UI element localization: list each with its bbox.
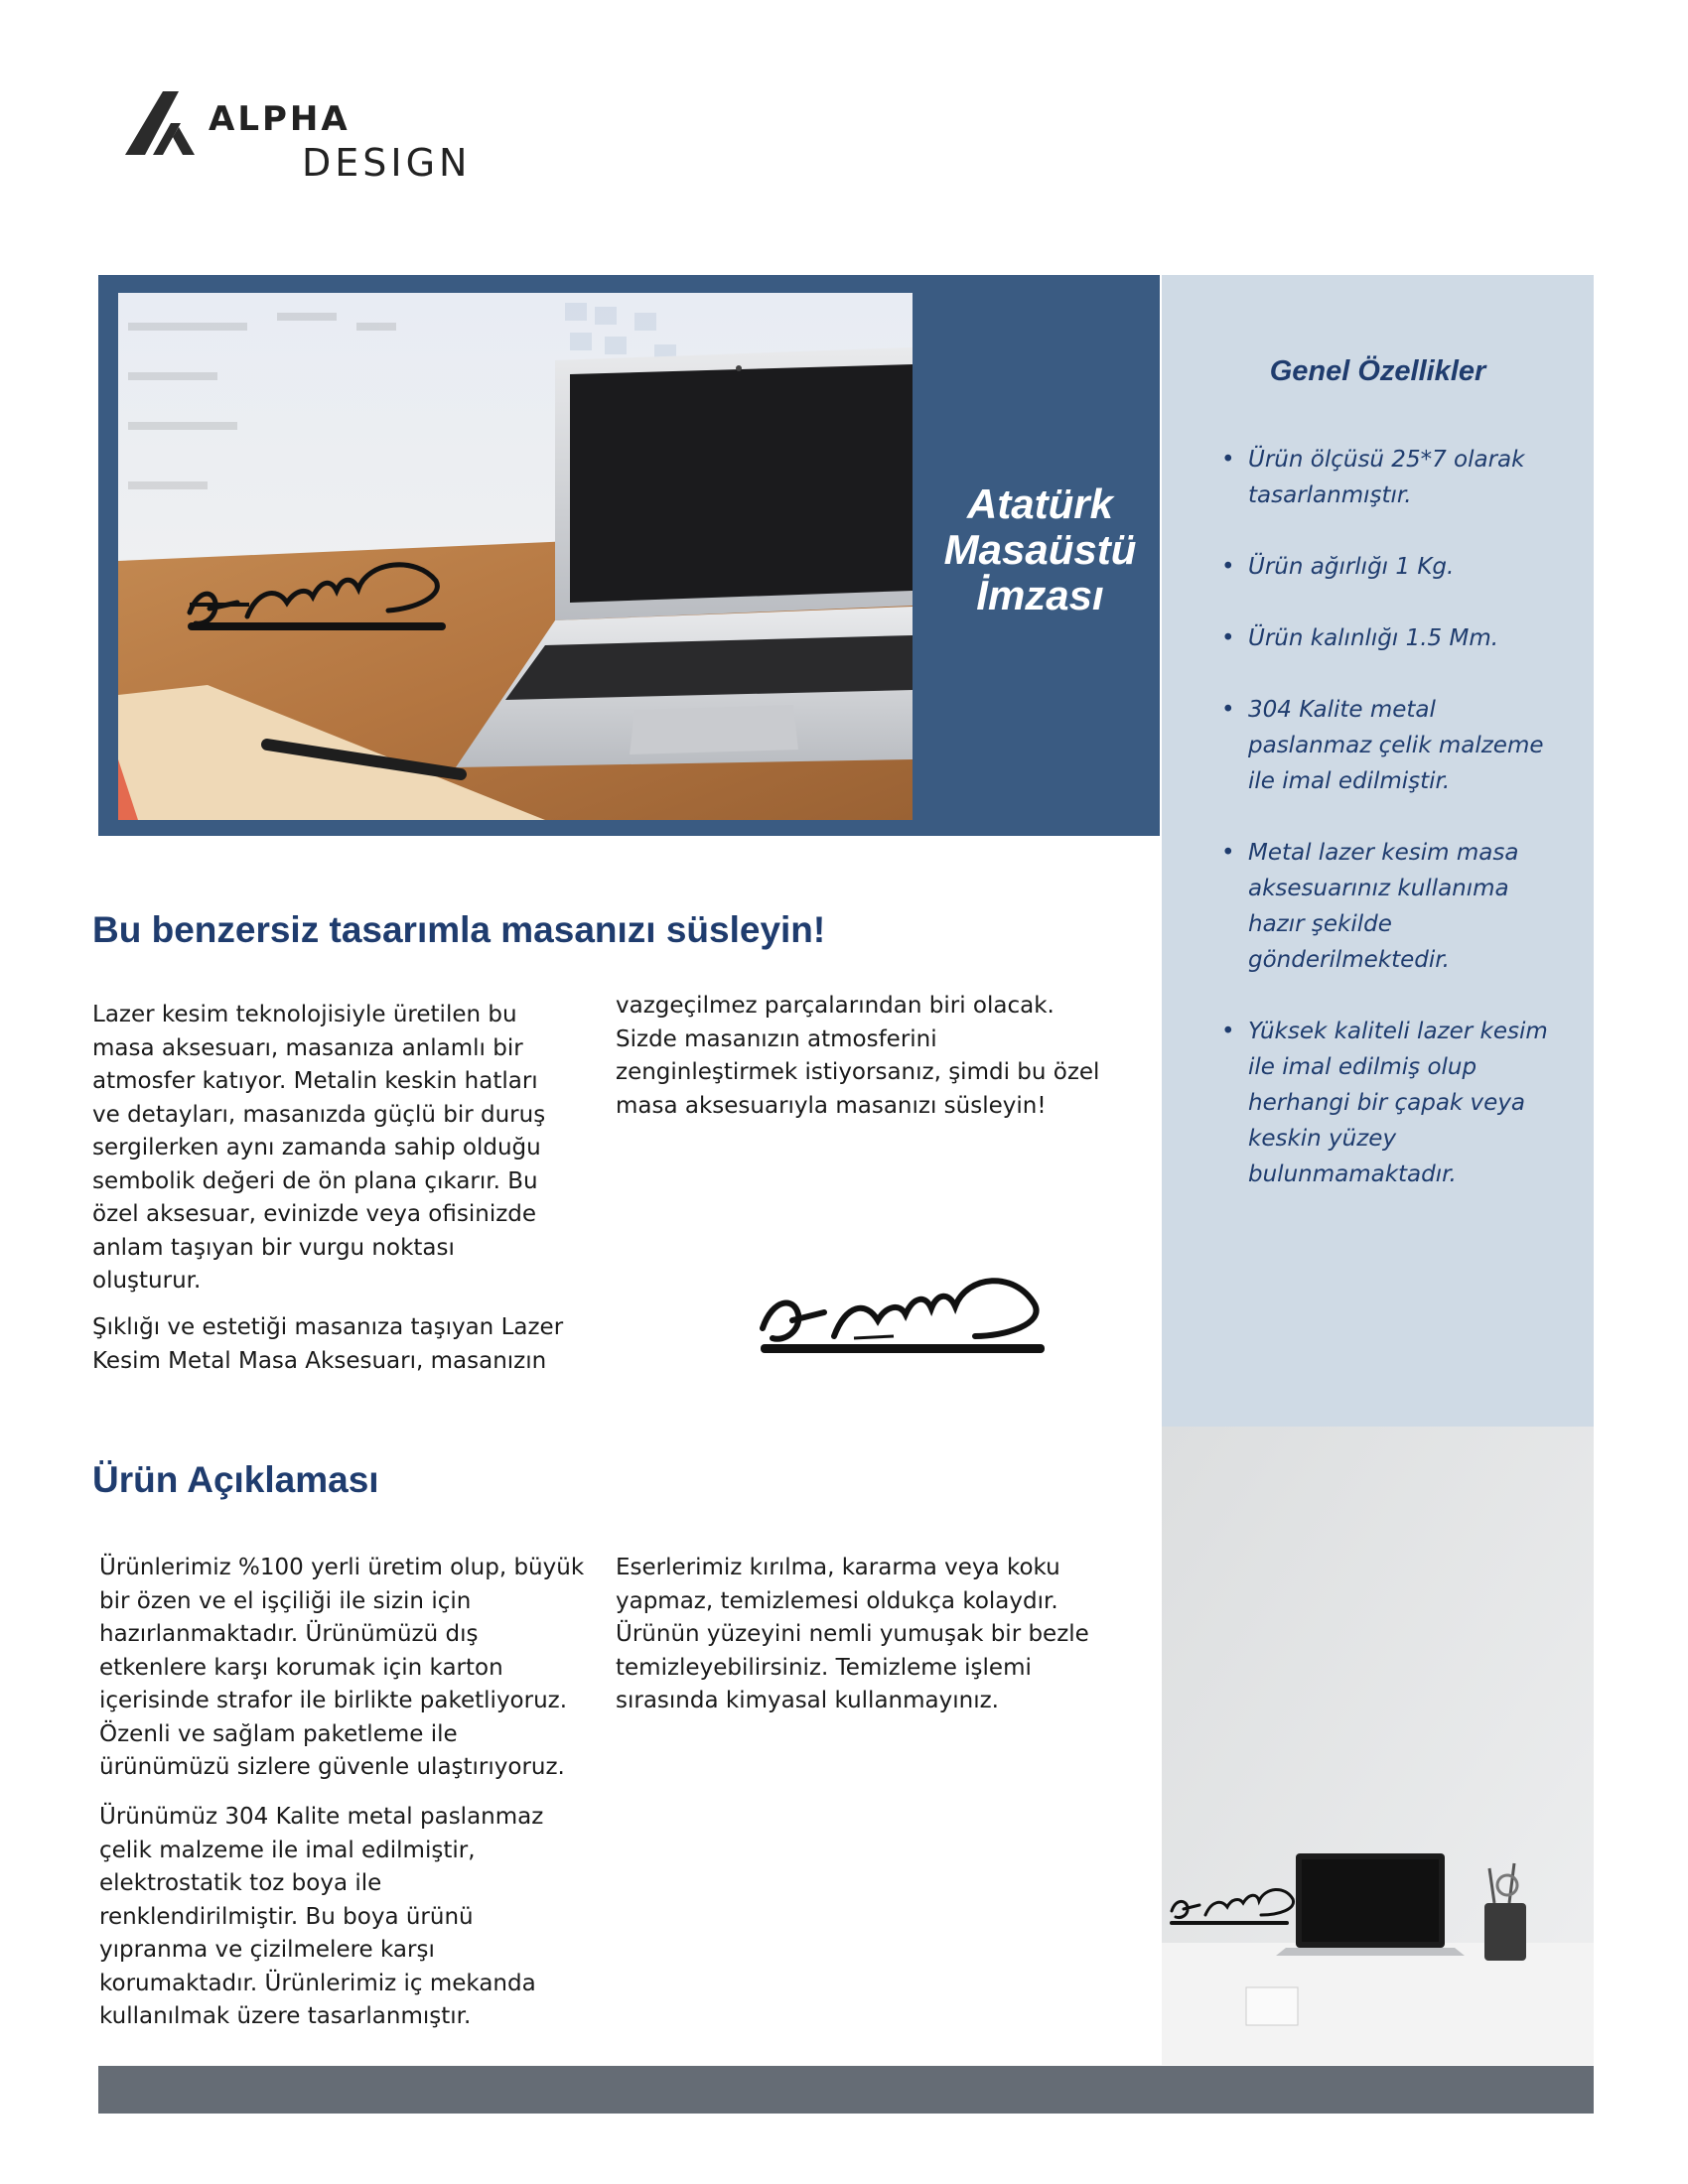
workspace-photo xyxy=(1162,1427,1594,2065)
section1-paragraph: vazgeçilmez parçalarından biri olacak. Sizde masanızın atmosferini zenginleştirmek istiyorsanız, şimdi bu özel masa aksesuarıyla masanızı süsleyin! xyxy=(616,993,1100,1119)
feature-item xyxy=(1221,1014,1564,1192)
hero-photo xyxy=(118,293,913,820)
hero-title: Atatürk Masaüstü İmzası xyxy=(943,480,1137,618)
bullet-icon: • xyxy=(1221,447,1235,473)
section2-paragraph: Ürünümüz 304 Kalite metal paslanmaz çelik malzeme ile imal edilmiştir, elektrostatik toz boya ile renklendirilmiştir. Bu boya ürünü yıpranma ve çizilmelere karşı korumaktadır. Ürünlerimiz iç mekanda kullanılmak üzere tasarlanmıştır. xyxy=(99,1804,544,2029)
logo-word-alpha: ALPHA xyxy=(209,99,351,139)
feature-text: Ürün ağırlığı 1 Kg. xyxy=(1248,554,1455,580)
bullet-icon: • xyxy=(1221,840,1235,866)
signature-product-image xyxy=(755,1271,1053,1365)
feature-item xyxy=(1221,442,1564,513)
bullet-icon: • xyxy=(1221,554,1235,580)
features-list xyxy=(1221,442,1564,1228)
bullet-icon: • xyxy=(1221,1019,1235,1044)
brand-logo xyxy=(123,79,491,189)
alpha-mountain-icon xyxy=(123,87,212,157)
section1-paragraph: Şıklığı ve estetiği masanıza taşıyan Lazer Kesim Metal Masa Aksesuarı, masanızın xyxy=(92,1314,564,1374)
feature-text: 304 Kalite metal paslanmaz çelik malzeme ile imal edilmiştir. xyxy=(1248,697,1544,794)
section-heading-description: Ürün Açıklaması xyxy=(92,1459,379,1500)
feature-item xyxy=(1221,620,1564,656)
bullet-icon: • xyxy=(1221,625,1235,651)
feature-item xyxy=(1221,835,1564,978)
footer-bar xyxy=(98,2066,1594,2114)
feature-text: Ürün kalınlığı 1.5 Mm. xyxy=(1248,625,1499,651)
feature-text: Metal lazer kesim masa aksesuarınız kullanıma hazır şekilde gönderilmektedir. xyxy=(1248,840,1519,973)
feature-text: Yüksek kaliteli lazer kesim ile imal edilmiş olup herhangi bir çapak veya keskin yüzey bulunmamaktadır. xyxy=(1248,1019,1548,1187)
section2-paragraph: Ürünlerimiz %100 yerli üretim olup, büyük bir özen ve el işçiliği ile sizin için hazırlanmaktadır. Ürünümüzü dış etkenlere karşı korumak için karton içerisinde strafor ile birlikte paketliyoruz. Özenli ve sağlam paketleme ile ürünümüzü sizlere güvenle ulaştırıyoruz. xyxy=(99,1555,585,1780)
section1-paragraph: Lazer kesim teknolojisiyle üretilen bu masa aksesuarı, masanıza anlamlı bir atmosfer katıyor. Metalin keskin hatları ve detayları, masanızda güçlü bir duruş sergilerken aynı zamanda sahip olduğu sembolik değeri de ön plana çıkarır. Bu özel aksesuar, evinizde veya ofisinizde anlam taşıyan bir vurgu noktası oluşturur. xyxy=(92,1002,546,1294)
feature-item xyxy=(1221,549,1564,585)
feature-text: Ürün ölçüsü 25*7 olarak tasarlanmıştır. xyxy=(1248,447,1525,508)
feature-item xyxy=(1221,692,1564,799)
bullet-icon: • xyxy=(1221,697,1235,723)
section-heading-decorate: Bu benzersiz tasarımla masanızı süsleyin! xyxy=(92,909,826,950)
section2-paragraph: Eserlerimiz kırılma, kararma veya koku yapmaz, temizlemesi oldukça kolaydır. Ürünün yüzeyini nemli yumuşak bir bezle temizleyebilirsiniz. Temizleme işlemi sırasında kimyasal kullanmayınız. xyxy=(616,1555,1089,1713)
logo-word-design: DESIGN xyxy=(302,141,472,185)
features-heading: Genel Özellikler xyxy=(1269,355,1486,387)
